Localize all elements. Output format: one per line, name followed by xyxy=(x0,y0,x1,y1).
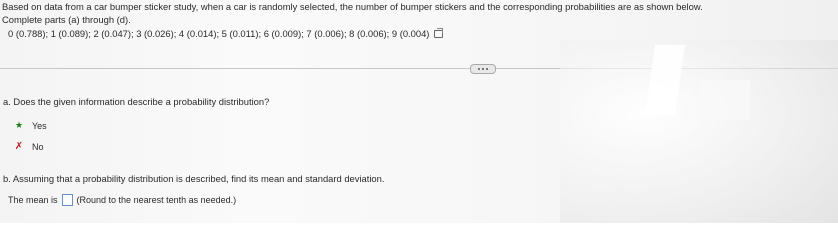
mean-hint: (Round to the nearest tenth as needed.) xyxy=(76,195,237,205)
glare-highlight xyxy=(645,45,685,115)
mean-prefix: The mean is xyxy=(8,195,58,205)
dot-icon xyxy=(486,68,488,70)
incorrect-x-icon: ✗ xyxy=(14,141,24,152)
copy-icon[interactable] xyxy=(434,30,443,38)
dot-icon xyxy=(478,68,480,70)
mean-answer-line xyxy=(8,194,236,206)
mean-input[interactable] xyxy=(62,194,73,206)
question-intro: Based on data from a car bumper sticker study, when a car is randomly selected, the number of bumper stickers and the corresponding probabilities are as shown below. xyxy=(2,1,703,12)
dot-icon xyxy=(482,68,484,70)
choice-no-label: No xyxy=(32,141,44,152)
more-button[interactable] xyxy=(470,64,496,74)
question-instruction: Complete parts (a) through (d). xyxy=(2,14,131,25)
choice-yes-label: Yes xyxy=(32,120,47,131)
part-b-question: b. Assuming that a probability distribution is described, find its mean and standard deviation. xyxy=(3,173,385,184)
choice-no[interactable] xyxy=(14,141,44,152)
choice-yes[interactable] xyxy=(14,120,47,131)
distribution-values: 0 (0.788); 1 (0.089); 2 (0.047); 3 (0.026); 4 (0.014); 5 (0.011); 6 (0.009); 7 (0.006); 8 (0.006); 9 (0.004) xyxy=(8,28,430,39)
section-divider xyxy=(0,68,838,69)
glare-highlight xyxy=(700,80,750,120)
part-a-question: a. Does the given information describe a probability distribution? xyxy=(3,96,270,107)
distribution-line xyxy=(8,28,443,39)
correct-star-icon: ★ xyxy=(14,120,24,130)
